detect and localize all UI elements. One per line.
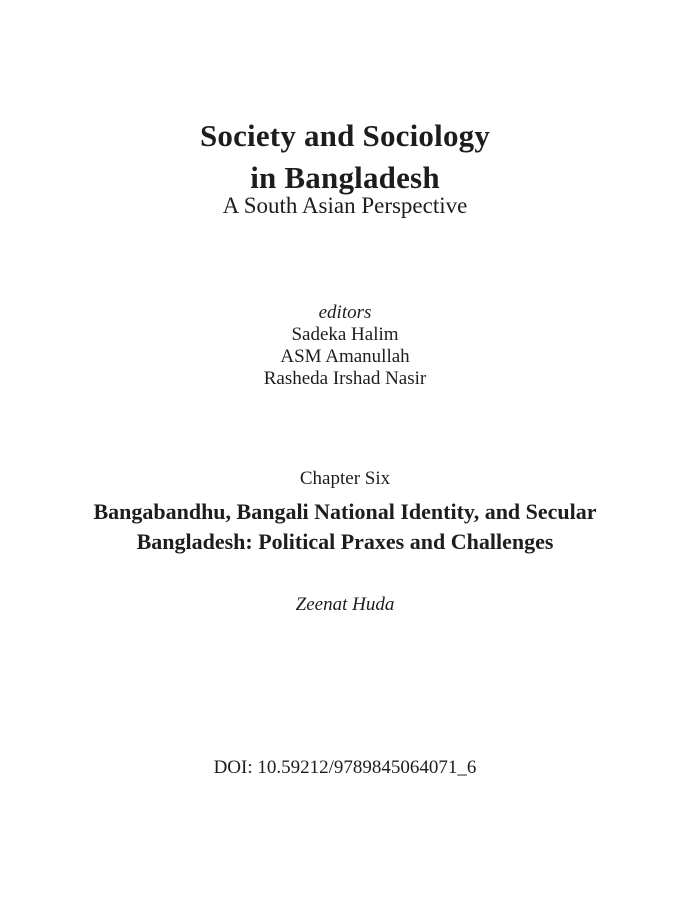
chapter-title-line-1: Bangabandhu, Bangali National Identity, and Secular bbox=[93, 499, 597, 524]
book-title bbox=[0, 115, 690, 199]
editors-block bbox=[0, 302, 690, 390]
editor-name: Sadeka Halim bbox=[291, 324, 399, 345]
editor-name: ASM Amanullah bbox=[280, 346, 410, 367]
book-subtitle: A South Asian Perspective bbox=[222, 193, 468, 218]
editors-heading: editors bbox=[318, 302, 372, 323]
editor-name: Rasheda Irshad Nasir bbox=[263, 368, 427, 389]
chapter-author: Zeenat Huda bbox=[295, 594, 395, 615]
doi: DOI: 10.59212/9789845064071_6 bbox=[213, 757, 477, 778]
chapter-label: Chapter Six bbox=[299, 468, 391, 489]
chapter-title-line-2: Bangladesh: Political Praxes and Challenges bbox=[136, 529, 554, 554]
book-title-line-2: in Bangladesh bbox=[250, 160, 440, 195]
chapter-title bbox=[0, 497, 690, 557]
book-title-line-1: Society and Sociology bbox=[199, 118, 491, 153]
